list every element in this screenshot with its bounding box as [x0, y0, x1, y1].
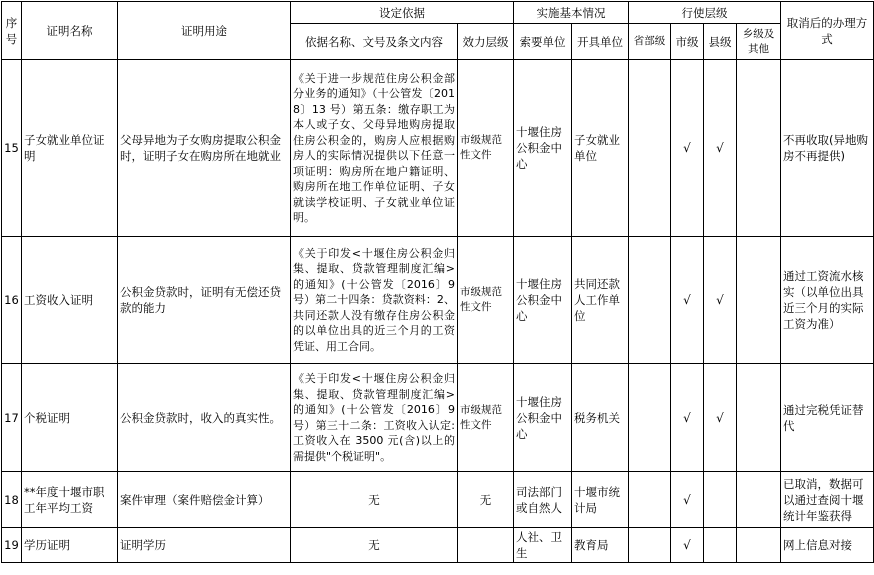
cell-issuer: 十堰市统计局 [572, 472, 629, 528]
cell-name: 个税证明 [22, 364, 118, 472]
cell-level-province [629, 528, 671, 563]
header-requester: 索要单位 [514, 24, 572, 60]
cell-basis-doc: 无 [291, 528, 458, 563]
cell-after-cancel: 不再收取(异地购房不再提供) [781, 60, 874, 237]
cell-purpose: 证明学历 [118, 528, 291, 563]
cell-purpose: 案件审理（案件赔偿金计算） [118, 472, 291, 528]
cell-level-city: √ [671, 472, 704, 528]
cell-basis-doc: 《关于进一步规范住房公积金部分业务的通知》（十公管发〔2018〕13 号）第五条：缴存职工为本人或子女、父母异地购房提取住房公积金的，购房人应根据购房人的实际情况提供以下任意一项证明：购房所在地户籍证明、购房所在地工作单位证明、子女就读学校证明、子女就业单位证明。 [291, 60, 458, 237]
table-row [2, 364, 874, 472]
cell-issuer: 税务机关 [572, 364, 629, 472]
cell-purpose: 公积金贷款时，证明有无偿还贷款的能力 [118, 237, 291, 364]
cell-issuer: 子女就业单位 [572, 60, 629, 237]
header-seq: 序号 [2, 2, 22, 60]
cell-level-county [704, 528, 737, 563]
cell-basis-level: 市级规范性文件 [458, 237, 514, 364]
cell-level-province [629, 237, 671, 364]
table-header [2, 2, 874, 60]
header-level-city: 市级 [671, 24, 704, 60]
cell-basis-doc: 《关于印发<十堰住房公积金归集、提取、贷款管理制度汇编>的通知》(十公管发〔2016〕9 号）第三十二条：工资收入认定:工资收入在 3500 元(含)以上的需提供"个税证明"。 [291, 364, 458, 472]
header-impl-group: 实施基本情况 [514, 2, 629, 24]
cell-issuer: 共同还款人工作单位 [572, 237, 629, 364]
cell-purpose: 父母异地为子女购房提取公积金时，证明子女在购房所在地就业 [118, 60, 291, 237]
cell-purpose: 公积金贷款时，收入的真实性。 [118, 364, 291, 472]
header-level-group: 行使层级 [629, 2, 781, 24]
header-purpose: 证明用途 [118, 2, 291, 60]
cell-after-cancel: 通过完税凭证替代 [781, 364, 874, 472]
cell-basis-level: 无 [458, 472, 514, 528]
header-name: 证明名称 [22, 2, 118, 60]
header-issuer: 开具单位 [572, 24, 629, 60]
cell-basis-level: 市级规范性文件 [458, 60, 514, 237]
cell-requester: 人社、卫生 [514, 528, 572, 563]
cell-requester: 十堰住房公积金中心 [514, 60, 572, 237]
cell-level-township [737, 472, 781, 528]
cell-requester: 十堰住房公积金中心 [514, 237, 572, 364]
cell-seq: 19 [2, 528, 22, 563]
header-level-province: 省部级 [629, 24, 671, 60]
cell-level-county: √ [704, 60, 737, 237]
cell-after-cancel: 已取消，数据可以通过查阅十堰统计年鉴获得 [781, 472, 874, 528]
cell-name: 子女就业单位证明 [22, 60, 118, 237]
header-basis-group: 设定依据 [291, 2, 514, 24]
cell-after-cancel: 网上信息对接 [781, 528, 874, 563]
cell-basis-doc: 《关于印发<十堰住房公积金归集、提取、贷款管理制度汇编>的通知》(十公管发〔2016〕9 号）第二十四条：贷款资料：2、共同还款人没有缴存住房公积金的以单位出具的近三个月的工资凭证、用工合同。 [291, 237, 458, 364]
cell-level-city: √ [671, 364, 704, 472]
cell-level-province [629, 60, 671, 237]
header-basis-doc: 依据名称、文号及条文内容 [291, 24, 458, 60]
cell-level-township [737, 60, 781, 237]
cell-basis-doc: 无 [291, 472, 458, 528]
cell-level-township [737, 237, 781, 364]
table-row [2, 60, 874, 237]
cell-level-city: √ [671, 528, 704, 563]
cell-seq: 17 [2, 364, 22, 472]
header-level-county: 县级 [704, 24, 737, 60]
cell-name: 工资收入证明 [22, 237, 118, 364]
cell-name: 学历证明 [22, 528, 118, 563]
cell-level-province [629, 472, 671, 528]
header-level-township: 乡级及其他 [737, 24, 781, 60]
cell-seq: 15 [2, 60, 22, 237]
cell-seq: 18 [2, 472, 22, 528]
cell-after-cancel: 通过工资流水核实（以单位出具近三个月的实际工资为准） [781, 237, 874, 364]
cell-level-city: √ [671, 60, 704, 237]
cell-name: **年度十堰市职工年平均工资 [22, 472, 118, 528]
cell-level-province [629, 364, 671, 472]
certificate-cancellation-table [1, 1, 874, 563]
header-after-cancel: 取消后的办理方式 [781, 2, 874, 60]
cell-level-township [737, 528, 781, 563]
cell-level-county: √ [704, 364, 737, 472]
cell-basis-level: 市级规范性文件 [458, 364, 514, 472]
cell-issuer: 教育局 [572, 528, 629, 563]
table-row [2, 472, 874, 528]
cell-level-county: √ [704, 237, 737, 364]
table-row [2, 528, 874, 563]
cell-requester: 司法部门或自然人 [514, 472, 572, 528]
cell-basis-level [458, 528, 514, 563]
cell-level-city: √ [671, 237, 704, 364]
cell-seq: 16 [2, 237, 22, 364]
cell-level-township [737, 364, 781, 472]
cell-level-county [704, 472, 737, 528]
table-body [2, 60, 874, 563]
header-basis-level: 效力层级 [458, 24, 514, 60]
cell-requester: 十堰住房公积金中心 [514, 364, 572, 472]
table-row [2, 237, 874, 364]
